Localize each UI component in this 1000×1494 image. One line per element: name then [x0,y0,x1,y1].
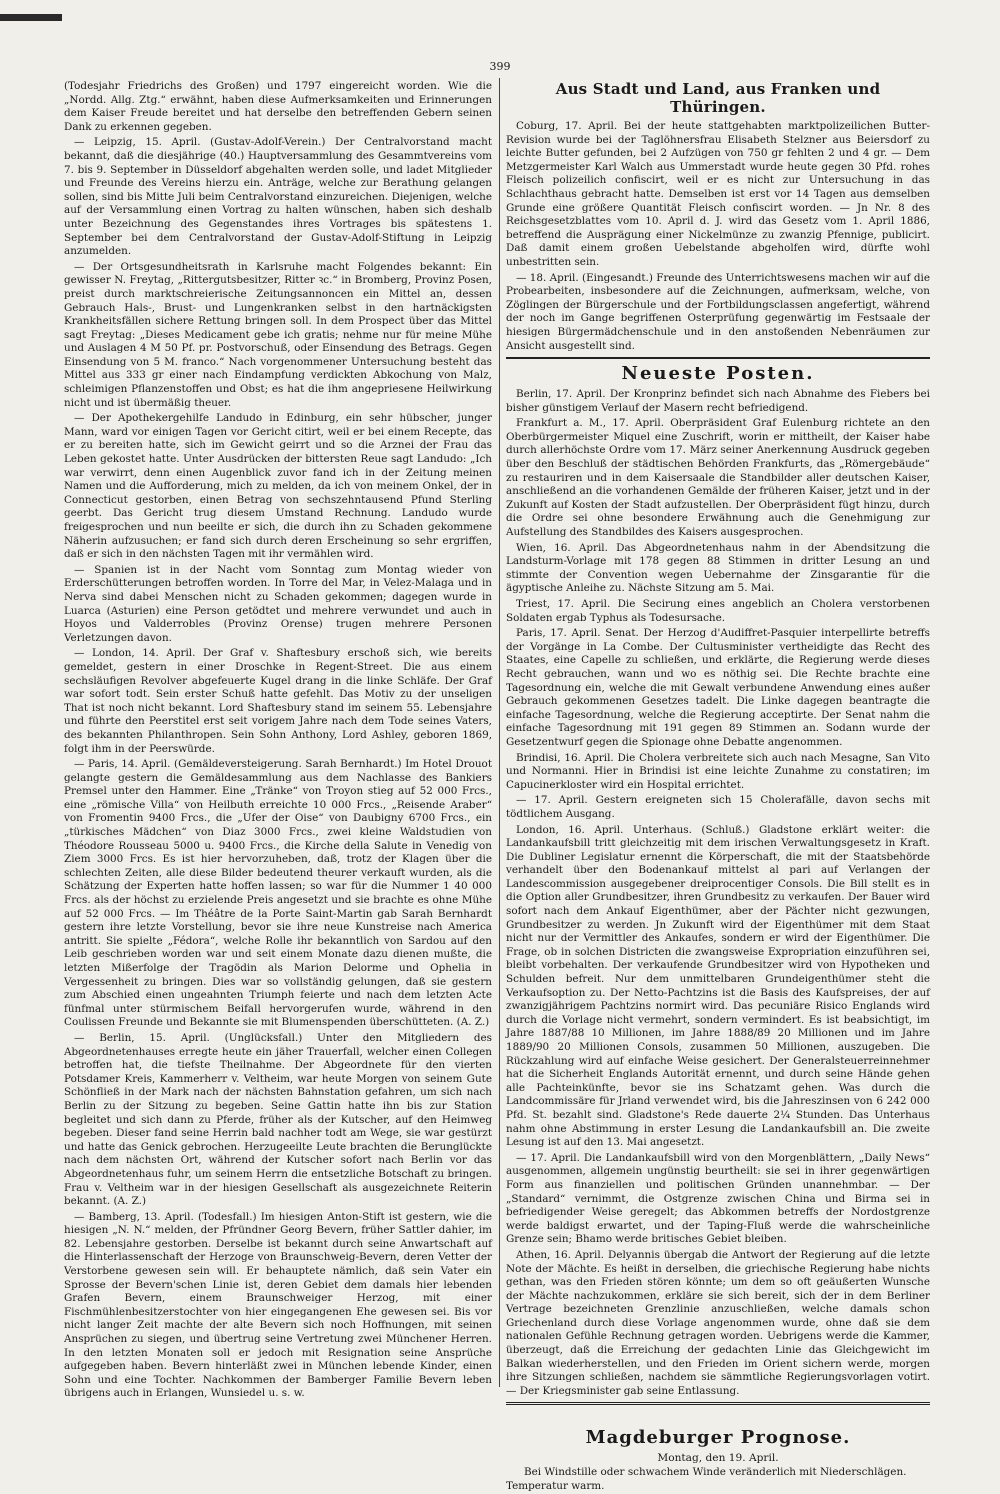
article-paragraph: Coburg, 17. April. Bei der heute stattgehabten marktpolizeilichen Butter-Revision wurde bei der Taglöhnersfrau Elisabeth Stelzner aus Beiersdorf zu leichte Butter gefunden, bei 2 Aufzügen von 750 gr fehlten 2 und 4 gr. — Dem Metzgermeister Karl Walch aus Ummerstadt wurde heute gegen 30 Pfd. rohes Fleisch polizeilich confiscirt, weil er es nicht zur Untersuchung in das Schlachthaus gebracht hatte. Demselben ist erst vor 14 Tagen aus demselben Grunde eine größere Quantität Fleisch confiscirt worden. — Jn Nr. 8 des Reichsgesetzblattes vom 10. April d. J. wird das Gesetz vom 1. April 1886, betreffend die Ausprägung einer Nickelmünze zu zwanzig Pfennige, publicirt. Daß damit einem großen Uebelstande abgeholfen wird, dürfte wohl unbestritten sein. [506,120,930,268]
forecast-text: Bei Windstille oder schwachem Winde veränderlich mit Niederschlägen. Temperatur warm. [506,1466,907,1493]
article-paragraph: Triest, 17. April. Die Secirung eines angeblich an Cholera verstorbenen Soldaten ergab Typhus als Todesursache. [506,598,930,624]
forecast-date: Montag, den 19. April. [657,1452,779,1465]
article-paragraph: — Der Apothekergehilfe Landudo in Edinburg, ein sehr hübscher, junger Mann, ward vor einigen Tagen vor Gericht citirt, weil er bei einem Recepte, das er zu bereiten hatte, sich im Gewicht geirrt und so die Arznei der Frau das Leben gekostet hatte. Unter Ausdrücken der bittersten Reue sagt Landudo: „Ich war verwirrt, denn einen Augenblick zuvor fand ich in der Zeitung meinen Namen und die Aufforderung, mich zu melden, da ich von meinem Onkel, der in Connecticut gestorben, einen Betrag von sechszehntausend Pfund Sterling geerbt. Das Gericht trug diesem Umstand Rechnung. Landudo wurde freigesprochen und nun beeilte er sich, die durch ihn zu Schaden gekommene Näherin aufzusuchen; er fand sich durch deren Erscheinung so sehr ergriffen, daß er sich in den nächsten Tagen mit ihr vermählen wird. [64,412,492,561]
article-paragraph: London, 16. April. Unterhaus. (Schluß.) Gladstone erklärt weiter: die Landankaufsbill tritt gleichzeitig mit dem irischen Verwaltungsgesetz in Kraft. Die Dubliner Legislatur ernennt die Körperschaft, die mit der Staatsbehörde verhandelt über den Bodenankauf mittelst al pari auf Verlangen der Landescommission ausgegebener dreiprocentiger Consols. Die Bill stellt es in die Option aller Grundbesitzer, ihren Grundbesitz zu verkaufen. Der Bauer wird sofort nach dem Ankauf Eigenthümer, aber der Pächter nicht gezwungen, Grundbesitzer zu werden. Jn Zukunft wird der Eigenthümer mit dem Staat nicht nur der Vermittler des Ankaufes, sondern er wird der Eigenthümer. Die Frage, ob in solchen Districten die zwangsweise Expropriation einzuführen sei, bleibt vorbehalten. Der verkaufende Grundbesitzer wird von Hypotheken und Schulden befreit. Nur dem unmittelbaren Grundeigenthümer steht die Verkaufsoption zu. Der Netto-Pachtzins ist die Basis des Kaufspreises, der auf zwanzigjährigem Pachtzins normirt wird. Das pecuniäre Risico Englands wird durch die Vorlage nicht vermehrt, sondern vermindert. Es ist beabsichtigt, im Jahre 1887/88 10 Millionen, im Jahre 1888/89 20 Millionen und im Jahre 1889/90 20 Millionen Consols, zusammen 50 Millionen, auszugeben. Die Rückzahlung wird auf einfache Weise gesichert. Der Generalsteuerreinnehmer hat die Sicherheit Englands Autorität ernennt, und durch seine Hände gehen alle Pachteinkünfte, bevor sie ins Schatzamt gehen. Was durch die Landcommissäre für Jrland verwendet wird, bis die Jahreszinsen von 6 242 000 Pfd. St. bezahlt sind. Gladstone's Rede dauerte 2¼ Stunden. Das Unterhaus nahm ohne Abstimmung in erster Lesung die Landankaufsbill an. Die zweite Lesung ist auf den 13. Mai angesetzt. [506,823,930,1149]
article-paragraph: — Paris, 14. April. (Gemäldeversteigerung. Sarah Bernhardt.) Im Hotel Drouot gelangte gestern die Gemäldesammlung aus dem Nachlasse des Bankiers Premsel unter den Hammer. Eine „Tränke“ von Troyon stieg auf 52 000 Frcs., eine „römische Villa“ von Heilbuth erreichte 10 000 Frcs., „Reisende Araber“ von Fromentin 9400 Frcs., die „Ufer der Oise“ von Daubigny 6700 Frcs., ein „türkisches Mädchen“ von Diaz 3000 Frcs., zwei kleine Waldstudien von Théodore Rousseau 5000 u. 9400 Frcs., die Kirche della Salute in Venedig von Ziem 3000 Frcs. Es ist hier hervorzuheben, daß, trotz der Klagen über die schlechten Zeiten, alle diese Bilder bedeutend theurer verkauft wurden, als die Schätzung der Experten hatte hoffen lassen; so war für die Nummer 1 40 000 Frcs. als der höchst zu erzielende Preis angesetzt und sie brachte es ohne Mühe auf 52 000 Frcs. — Im Théâtre de la Porte Saint-Martin gab Sarah Bernhardt gestern ihre letzte Vorstellung, bevor sie ihre neue Kunstreise nach America antritt. Sie spielte „Fédora“, welche Rolle ihr bekanntlich von Sardou auf den Leib geschrieben worden war und seit einem Monate dazu dienen mußte, die letzten Mißerfolge der Tragödin als Marion Delorme und Ophelia in Vergessenheit zu bringen. Dies war so vollständig gelungen, daß sie gestern zum Abschied einen ungeahnten Triumph feierte und nach dem letzten Acte fünfmal unter stürmischem Beifall hervorgerufen wurde, während in den Coulissen Freunde und Bekannte sie mit Blumenspenden überschütteten. (A. Z.) [64,758,492,1029]
article-paragraph: — 17. April. Die Landankaufsbill wird von den Morgenblättern, „Daily News“ ausgenommen, allgemein ungünstig beurtheilt: sie sei in ihrer gegenwärtigen Form aus finanziellen und politischen Gründen unannehmbar. — Der „Standard“ vernimmt, die Ostgrenze zwischen China und Birma sei in befriedigender Weise geregelt; das Abkommen betreffs der Nordostgrenze werde baldigst erwartet, und der Taping-Fluß werde die wahrscheinliche Grenze sein; Bhamo werde britisches Gebiet bleiben. [506,1151,930,1246]
forecast-title: Magdeburger Prognose. [585,1427,851,1449]
article-paragraph: Brindisi, 16. April. Die Cholera verbreitete sich auch nach Mesagne, San Vito und Normanni. Hier in Brindisi ist eine leichte Zunahme zu constatiren; im Capucinerkloster wird ein Hospital errichtet. [506,751,930,791]
article-paragraph: — Bamberg, 13. April. (Todesfall.) Im hiesigen Anton-Stift ist gestern, wie die hiesigen „N. N.“ melden, der Pfründner Georg Bevern, früher Sattler dahier, im 82. Lebensjahre gestorben. Derselbe ist bekannt durch seine Anwartschaft auf die Hinterlassenschaft der Herzoge von Braunschweig-Bevern, deren Vetter der Verstorbene gewesen sein will. Er behauptete nämlich, daß sein Vater ein Sprosse der Bevern'schen Linie ist, deren Gebiet dem damals hier lebenden Grafen Bevern, einem Braunschweiger Herzog, mit einer Fischmühlenbesitzerstochter von hier eingegangenen Ehe gewesen sei. Bis vor nicht langer Zeit machte der alte Bevern sich noch Hoffnungen, mit seinen Ansprüchen zu siegen, und übertrug seine Vertretung zwei Münchener Herren. In den letzten Monaten soll er jedoch mit Resignation seine Ansprüche aufgegeben haben. Bevern hinterläßt zwei in München lebende Kinder, einen Sohn und eine Tochter. Nachkommen der Bamberger Familie Bevern leben übrigens auch in Erlangen, Wunsiedel u. s. w. [64,1210,492,1400]
right-column [506,80,930,1493]
article-paragraph: — 18. April. (Eingesandt.) Freunde des Unterrichtswesens machen wir auf die Probearbeiten, insbesondere auf die Zeichnungen, aufmerksam, welche, von Zöglingen der Bürgerschule und der Fortbildungsclassen angefertigt, während der noch im Gange begriffenen Osterprüfung gegenwärtig im Festsaale der hiesigen Bürgermädchenschule und in den anstoßenden Nebenräumen zur Ansicht ausgestellt sind. [506,271,930,352]
section-title-stadt-und-land: Aus Stadt und Land, aus Franken und Thüringen. [555,80,881,116]
section-rule [506,357,930,359]
forecast-rule [506,1402,930,1405]
column-divider [499,78,500,1387]
page-number: 399 [489,60,511,73]
article-paragraph: — Der Ortsgesundheitsrath in Karlsruhe macht Folgendes bekannt: Ein gewisser N. Freytag, „Rittergutsbesitzer, Ritter ꝛc.“ in Bromberg, Provinz Posen, preist durch marktschreierische Zeitungsannoncen ein Mittel an, dessen Gebrauch Hals-, Brust- und Lungenkranken selbst in den hartnäckigsten Krankheitsfällen sichere Rettung bringen soll. In dem Prospect über das Mittel sagt Freytag: „Dieses Medicament gebe ich gratis; nehme nur für meine Mühe und Auslagen 4 M 50 Pf. pr. Postvorschuß, oder Einsendung des Betrags. Gegen Einsendung von 5 M. franco.“ Nach vorgenommener Untersuchung besteht das Mittel aus 333 gr einer nach Eindampfung verdickten Abkochung von Malz, schleimigen Pflanzenstoffen und Obst; es hat die ihm angepriesene Heilwirkung nicht und ist übermäßig theuer. [64,260,492,409]
article-paragraph: — Spanien ist in der Nacht vom Sonntag zum Montag wieder von Erderschütterungen betroffen worden. In Torre del Mar, in Velez-Malaga und in Nerva sind dabei Menschen nicht zu Schaden gekommen; dagegen wurde in Luarca (Asturien) eine Person getödtet und mehrere verwundet und auch in Hoyos und Valderrobles (Provinz Orense) trugen mehrere Personen Verletzungen davon. [64,563,492,644]
article-paragraph: Paris, 17. April. Senat. Der Herzog d'Audiffret-Pasquier interpellirte betreffs der Vorgänge in La Combe. Der Cultusminister vertheidigte das Recht des Staates, eine Capelle zu schließen, und erklärte, die Regierung werde dieses Recht gebrauchen, wann und wo es nöthig sei. Die Rechte brachte eine Tagesordnung ein, welche die mit Gewalt verbundene Anwendung eines außer Gebrauch gekommenen Gesetzes tadelt. Die Linke dagegen beantragte die einfache Tagesordnung, welche die Regierung acceptirte. Der Senat nahm die einfache Tagesordnung mit 191 gegen 89 Stimmen an. Sodann wurde der Gesetzentwurf gegen die Spionage ohne Debatte angenommen. [506,627,930,748]
article-paragraph: — London, 14. April. Der Graf v. Shaftesbury erschoß sich, wie bereits gemeldet, gestern in einer Droschke in Regent-Street. Die aus einem sechsläufigen Revolver abgefeuerte Kugel drang in die linke Schläfe. Der Graf war sofort todt. Sein erster Schuß hatte gefehlt. Das Motiv zu der unseligen That ist noch nicht bekannt. Lord Shaftesbury stand im seinem 55. Lebensjahre und führte den Peerstitel erst seit vorigem Jahre nach dem Tode seines Vaters, des bekannten Philanthropen. Sein Sohn Anthony, Lord Ashley, geboren 1869, folgt ihm in der Peerswürde. [64,647,492,755]
article-paragraph: — Berlin, 15. April. (Unglücksfall.) Unter den Mitgliedern des Abgeordnetenhauses erregte heute ein jäher Trauerfall, welcher einen Collegen betroffen hat, die tiefste Theilnahme. Der Abgeordnete für den vierten Potsdamer Kreis, Kammerherr v. Veltheim, war heute Morgen von seinem Gute Schönfließ in der Mark nach der nächsten Bahnstation gefahren, um sich nach Berlin zu der Sitzung zu begeben. Seine Gattin hatte ihn bis zur Station begleitet und sich dann zu Pferde, früher als der Kutscher, auf den Heimweg begeben. Dieser fand seine Herrin bald nachher todt am Wege, sie war gestürzt und hatte das Genick gebrochen. Herzugeeilte Leute brachten die Berunglückte nach dem nächsten Ort, während der Kutscher sofort nach Berlin vor das Abgeordnetenhaus fuhr, um seinem Herrn die entsetzliche Botschaft zu bringen. Frau v. Veltheim war in der hiesigen Gesellschaft als ausgezeichnete Reiterin bekannt. (A. Z.) [64,1031,492,1208]
page-corner-mark [0,14,62,21]
article-paragraph: Frankfurt a. M., 17. April. Oberpräsident Graf Eulenburg richtete an den Oberbürgermeister Miquel eine Zuschrift, worin er mittheilt, der Kaiser habe durch allerhöchste Ordre vom 17. März seiner Anerkennung Ausdruck gegeben über den Beschluß der städtischen Behörden Frankfurts, das „Römergebäude“ zu restauriren und in dem Kaisersaale die Standbilder aller deutschen Kaiser, anschließend an die vorhandenen Gemälde der früheren Kaiser, jetzt und in der Zukunft auf Kosten der Stadt aufzustellen. Der Oberpräsident fügt hinzu, durch die Ordre sei ohne besondere Erwähnung auch die Genehmigung zur Aufstellung des Standbildes des Kaisers ausgesprochen. [506,417,930,539]
article-paragraph: Athen, 16. April. Delyannis übergab die Antwort der Regierung auf die letzte Note der Mächte. Es heißt in derselben, die griechische Regierung habe nichts gethan, was den Frieden stören könnte; um dem so oft geäußerten Wunsche der Mächte nachzukommen, erkläre sie sich bereit, sich der in dem Berliner Vertrage bezeichneten Grenzlinie anzuschließen, welche damals schon Griechenland durch diese Vorlage angenommen wurde, ohne daß sie dem nationalen Gefühle Rechnung getragen worden. Uebrigens werde die Kammer, überzeugt, daß die Erreichung der gedachten Linie das Gleichgewicht im Balkan wiederherstellen, und den Frieden im Orient sichern werde, morgen ihre Sitzungen schließen, nachdem sie sämmtliche Regierungsvorlagen votirt. — Der Kriegsminister gab seine Entlassung. [506,1248,930,1397]
article-paragraph: — Leipzig, 15. April. (Gustav-Adolf-Verein.) Der Centralvorstand macht bekannt, daß die diesjährige (40.) Hauptversammlung des Gesammtvereins vom 7. bis 9. September in Düsseldorf abgehalten werden solle, und ladet Mitglieder und Freunde des Vereins hierzu ein. Anträge, welche zur Berathung gelangen sollen, sind bis Mitte Juli beim Centralvorstand einzureichen. Diejenigen, welche auf der Versammlung einen Vortrag zu halten wünschen, haben sich deshalb unter Bezeichnung des Gegenstandes ihres Vortrages bis spätestens 1. September bei dem Centralvorstand der Gustav-Adolf-Stiftung in Leipzig anzumelden. [64,136,492,258]
article-paragraph: — 17. April. Gestern ereigneten sich 15 Cholerafälle, davon sechs mit tödtlichem Ausgang. [506,794,930,820]
left-column [64,80,492,1407]
article-paragraph: Berlin, 17. April. Der Kronprinz befindet sich nach Abnahme des Fiebers bei bisher günstigem Verlauf der Masern recht befriedigend. [506,388,930,414]
article-paragraph: Wien, 16. April. Das Abgeordnetenhaus nahm in der Abendsitzung die Landsturm-Vorlage mit 178 gegen 88 Stimmen in dritter Lesung an und stimmte der Convention wegen Uebernahme der Zinsgarantie für die ägyptische Anleihe zu. Nächste Sitzung am 5. Mai. [506,541,930,595]
article-paragraph: (Todesjahr Friedrichs des Großen) und 1797 eingereicht worden. Wie die „Nordd. Allg. Ztg.“ erwähnt, haben diese Aufmerksamkeiten und Erinnerungen dem Kaiser Freude bereitet und hat derselbe den betreffenden Gebern seinen Dank zu erkennen gegeben. [64,80,492,133]
section-title-neueste-posten: Neueste Posten. [621,363,815,385]
